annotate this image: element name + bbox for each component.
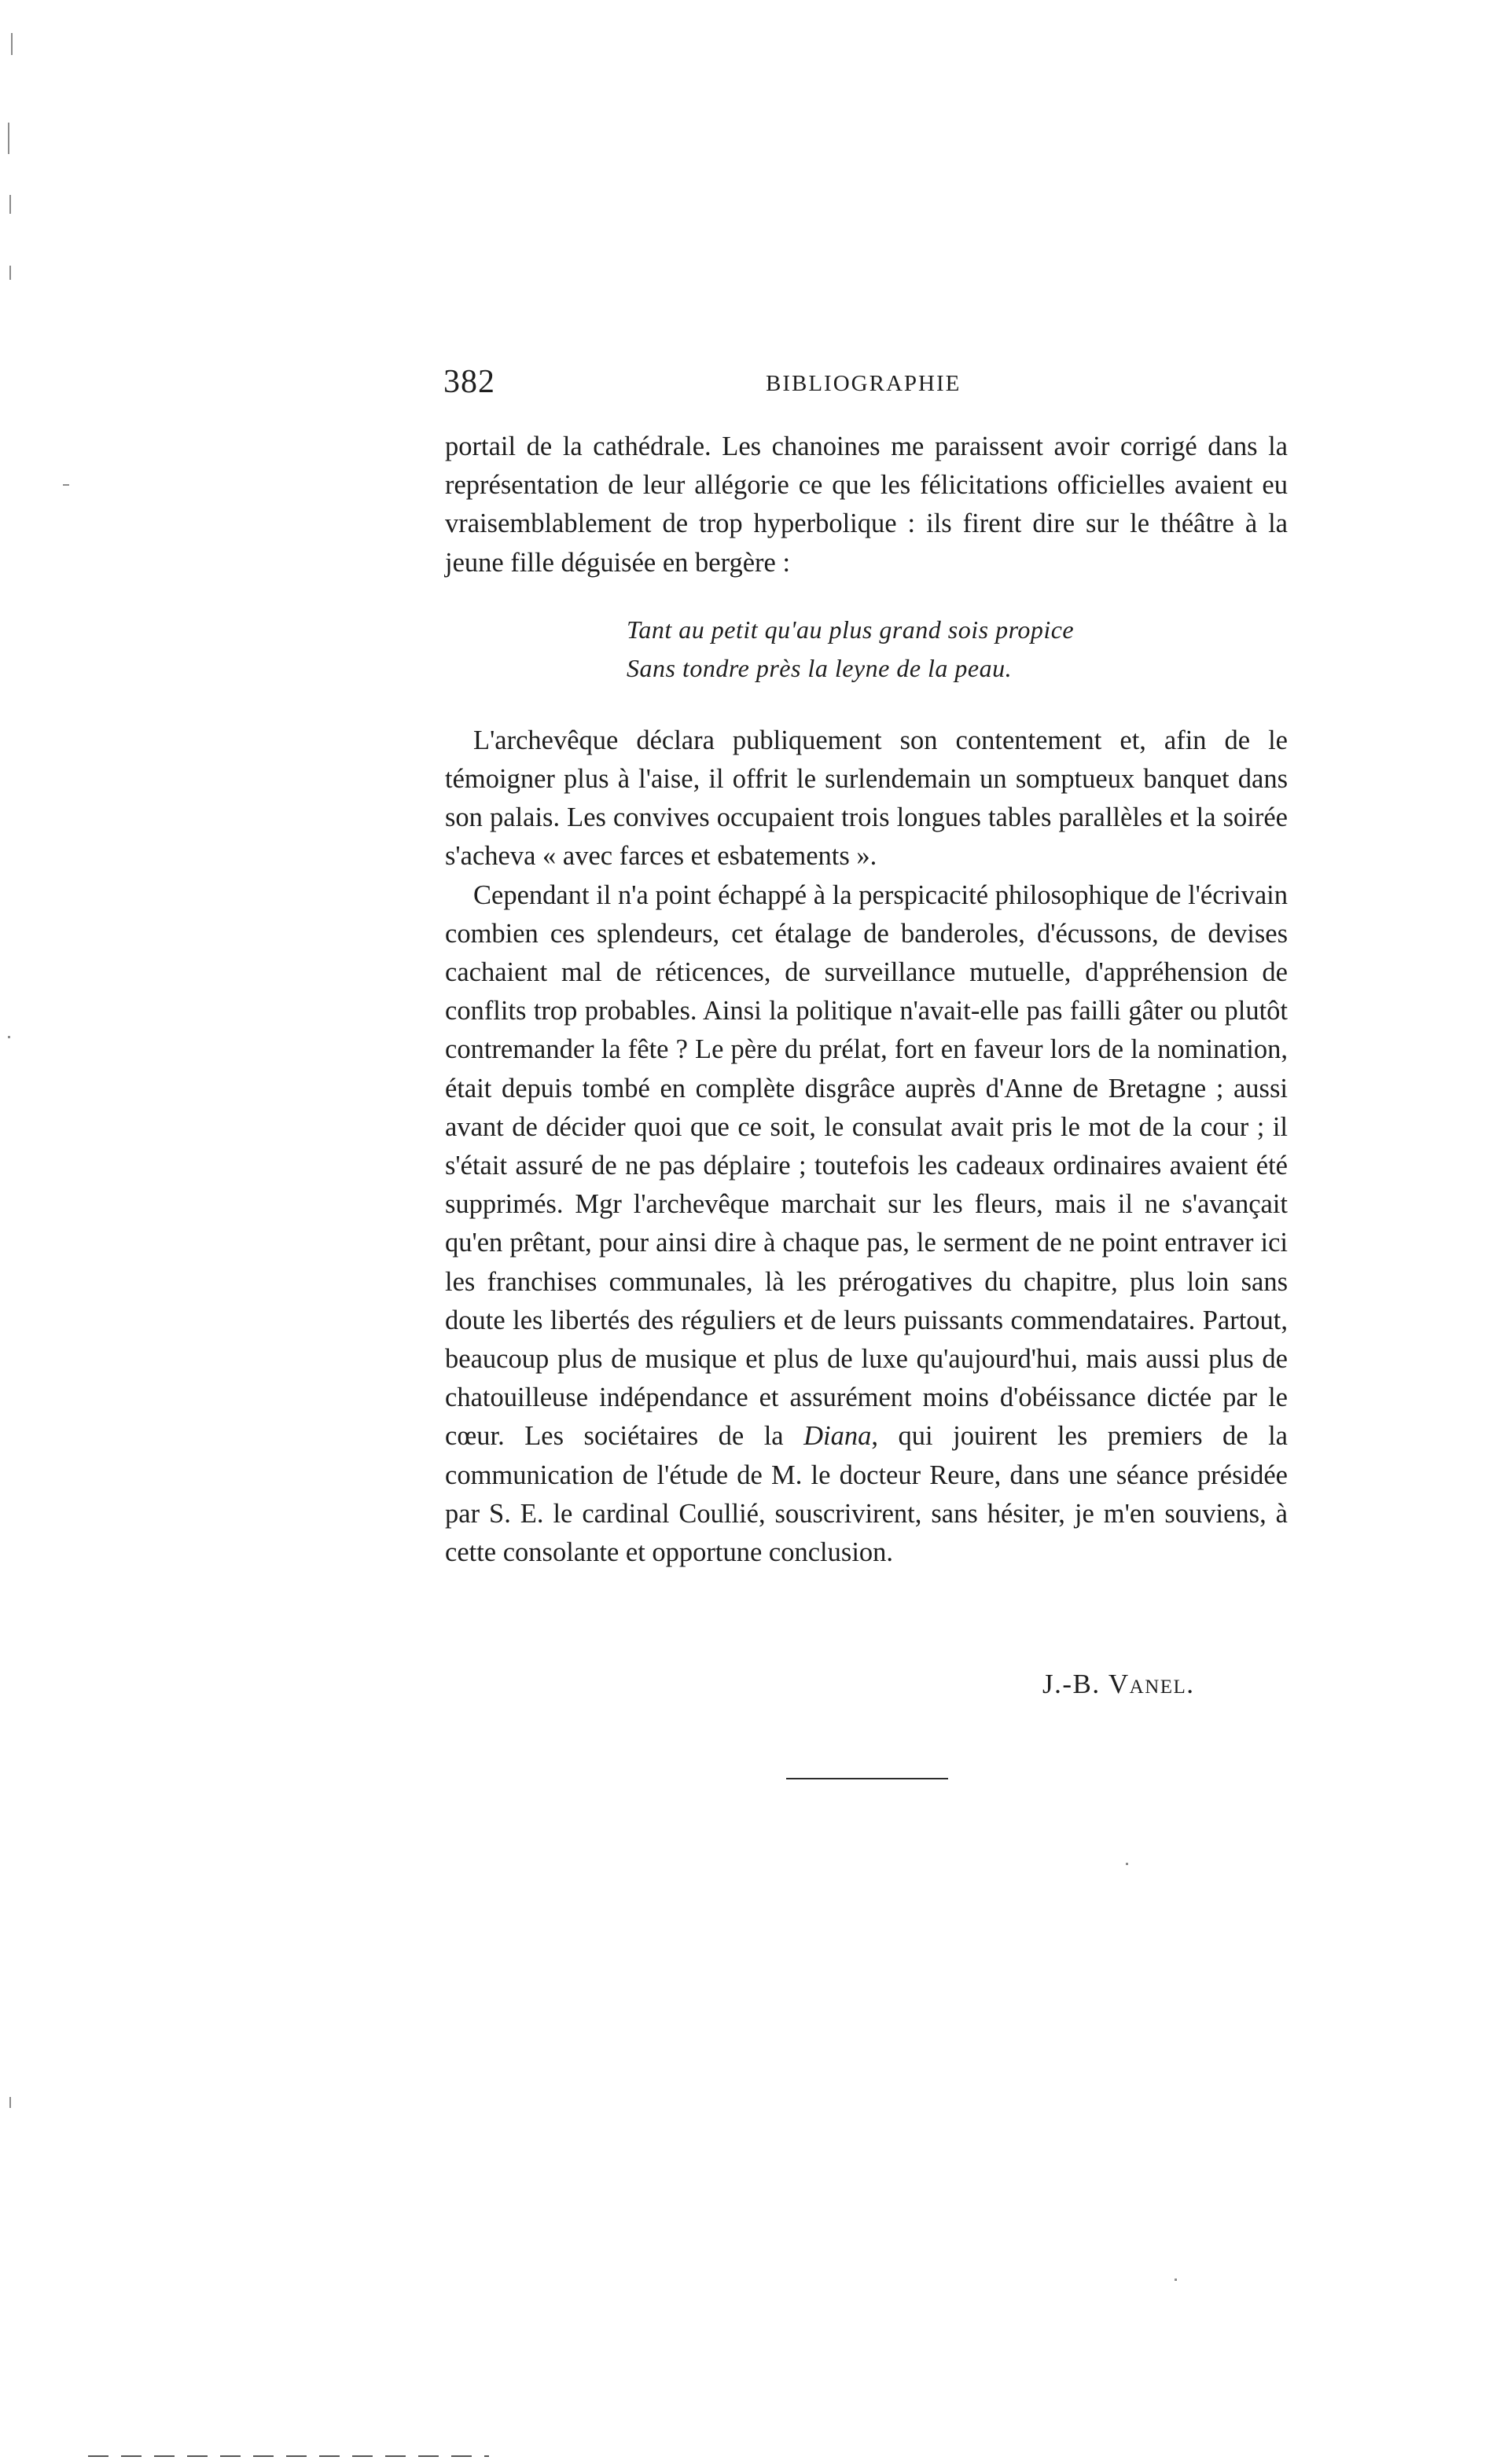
author-signature <box>1042 1669 1195 1700</box>
scan-speck <box>9 2097 11 2108</box>
paragraph-text: Cependant il n'a point échappé à la perspicacité philosophique de l'écrivain combien ces splendeurs, cet étalage de banderoles, d'écussons, de devises cachaient mal de réticences, de surveillance mutuelle, d'appréhension de conflits trop probables. Ainsi la politique n'avait-elle pas failli gâter ou plutôt contremander la fête ? Le père du prélat, fort en faveur lors de la nomination, était depuis tombé en complète disgrâce auprès d'Anne de Bretagne ; aussi avant de décider quoi que ce soit, le consulat avait pris le mot de la cour ; il s'était assuré de ne pas déplaire ; toutefois les cadeaux ordinaires avaient été supprimés. Mgr l'archevêque marchait sur les fleurs, mais il ne s'avançait qu'en prêtant, pour ainsi dire à chaque pas, le serment de ne point entraver ici les franchises communales, là les prérogatives du chapitre, plus loin sans doute les libertés des réguliers et de leurs puissants commendataires. Partout, beaucoup plus de musique et plus de luxe qu'aujourd'hui, mais aussi plus de chatouilleuse indépendance et assurément moins d'obéissance dictée par le cœur. Les sociétaires de la <box>445 879 1288 1452</box>
section-divider <box>786 1778 948 1779</box>
paragraph-conclusion <box>445 876 1288 1573</box>
main-text <box>445 428 1288 1572</box>
author-initials: J.-B. <box>1042 1669 1101 1699</box>
verse-line: Sans tondre près la leyne de la peau. <box>627 653 1013 682</box>
scan-speck <box>9 195 11 214</box>
paragraph-text: , qui jouirent les premiers de la communication de l'étude de M. le docteur Reure, dans une séance présidée par S. E. le cardinal Coullié, souscrivirent, sans hésiter, je m'en souviens, à cette consolante et opportune conclusion. <box>445 1421 1288 1568</box>
scan-speck <box>8 123 9 154</box>
italic-title: Diana <box>803 1421 872 1452</box>
scan-speck <box>1175 2279 1177 2281</box>
page-header <box>443 363 1289 410</box>
verse-line: Tant au petit qu'au plus grand sois propice <box>627 615 1075 644</box>
scan-speck <box>63 484 69 486</box>
scan-speck <box>11 33 13 55</box>
paragraph-banquet: L'archevêque déclara publiquement son contentement et, afin de le témoigner plus à l'aise, il offrit le surlendemain un somptueux banquet dans son palais. Les convives occupaient trois longues tables parallèles et la soirée s'acheva « avec farces et esbatements ». <box>445 725 1288 872</box>
scan-speck <box>8 1036 10 1038</box>
scan-edge-dashes <box>88 2455 489 2457</box>
paragraph-continuation: portail de la cathédrale. Les chanoines me paraissent avoir corrigé dans la représentation de leur allégorie ce que les félicitations officielles avaient eu vraisemblablement de trop hyperbolique : ils firent dire sur le théâtre à la jeune fille déguisée en bergère : <box>445 431 1288 578</box>
scan-speck <box>9 266 11 280</box>
author-surname: Vanel. <box>1108 1669 1195 1699</box>
page-number: 382 <box>443 364 495 400</box>
verse-quotation <box>627 611 1288 688</box>
running-head: BIBLIOGRAPHIE <box>766 371 961 396</box>
scan-speck <box>1126 1863 1128 1865</box>
